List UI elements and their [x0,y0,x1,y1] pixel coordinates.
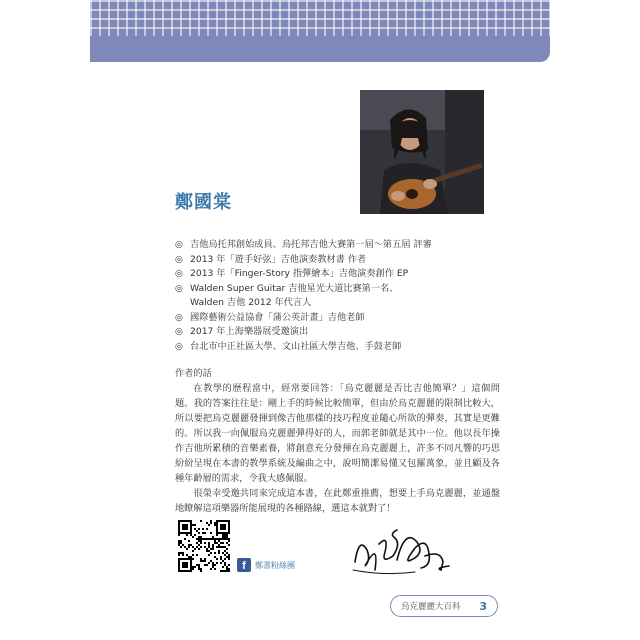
bullet-marker: ◎ [175,240,183,250]
bio-item-text: Walden 吉他 2012 年代言人 [190,297,312,308]
bio-item [175,238,515,253]
bio-item [175,296,515,311]
page-footer [390,595,498,617]
notes-paragraph: 很榮幸受邀共同來完成這本書，在此鄭重推薦，想要上手烏克麗麗，並通盤地瞭解這項樂器所能展現的各種路線，選這本就對了！ [175,488,500,514]
bullet-marker: ◎ [175,254,183,265]
bio-item-text: 2013 年「遊手好弦」吉他演奏教材書 作者 [190,253,367,265]
bio-item-text: 台北市中正社區大學、文山社區大學吉他、手鼓老師 [190,340,402,352]
bio-item [175,311,515,326]
bio-item-text: Walden Super Guitar 吉他星光大道比賽第一名、 [190,282,399,294]
bio-item-text: 2013 年「Finger-Story 指彈繪本」吉他演奏創作 EP [190,268,409,279]
bullet-marker: ◎ [175,341,183,352]
notes-title: 作者的話 [175,368,212,379]
bullet-marker: ◎ [175,283,183,294]
footer-book-title: 烏克麗麗大百科 [401,602,461,612]
facebook-icon: f [237,558,251,572]
bio-item-text: 吉他烏托邦創始成員、烏托邦吉他大賽第一屆～第五屆 評審 [190,239,432,250]
bio-item [175,340,515,355]
bio-item [175,325,515,340]
bio-item-text: 國際藝術公益協會「蒲公英計畫」吉他老師 [190,311,365,323]
author-name: 鄭國棠 [175,192,232,213]
header-band [90,0,550,62]
author-photo [360,90,484,214]
bio-item [175,267,515,282]
bullet-marker: ◎ [175,327,183,337]
page-number: 3 [479,599,487,613]
qr-code[interactable] [178,520,230,572]
bullet-marker: ◎ [175,312,183,323]
notes-body [175,381,500,516]
bio-list [175,238,515,354]
bio-item-text: 2017 年上海樂器展受邀演出 [190,326,309,337]
facebook-fanpage-link[interactable] [237,558,295,572]
bullet-marker: ◎ [175,269,183,279]
header-grid-pattern [90,0,550,36]
facebook-fanpage-label: 鄭書粉絲團 [255,560,295,570]
bio-item [175,282,515,297]
author-signature [345,520,460,580]
notes-paragraph: 在教學的歷程當中，經常要回答：「烏克麗麗是否比吉他簡單？」這個問題。我的答案往往是：剛上手的時候比較簡單，但由於烏克麗麗的限制比較大，所以要把烏克麗麗發揮到像吉他那樣的技巧程度並隨心所欲的彈奏，其實是更難的。所以我一向佩服烏克麗麗彈得好的人，而郭老師就是其中一位。他以長年操作吉他所累積的音樂素養，將創意充分發揮在烏克麗麗上，許多不同凡響的巧思紛紛呈現在本書的教學系統及編曲之中，說明簡潔易懂又包羅萬象，並且顧及各種年齡層的需求，令我大感佩服。 [175,383,500,484]
bio-item [175,253,515,268]
